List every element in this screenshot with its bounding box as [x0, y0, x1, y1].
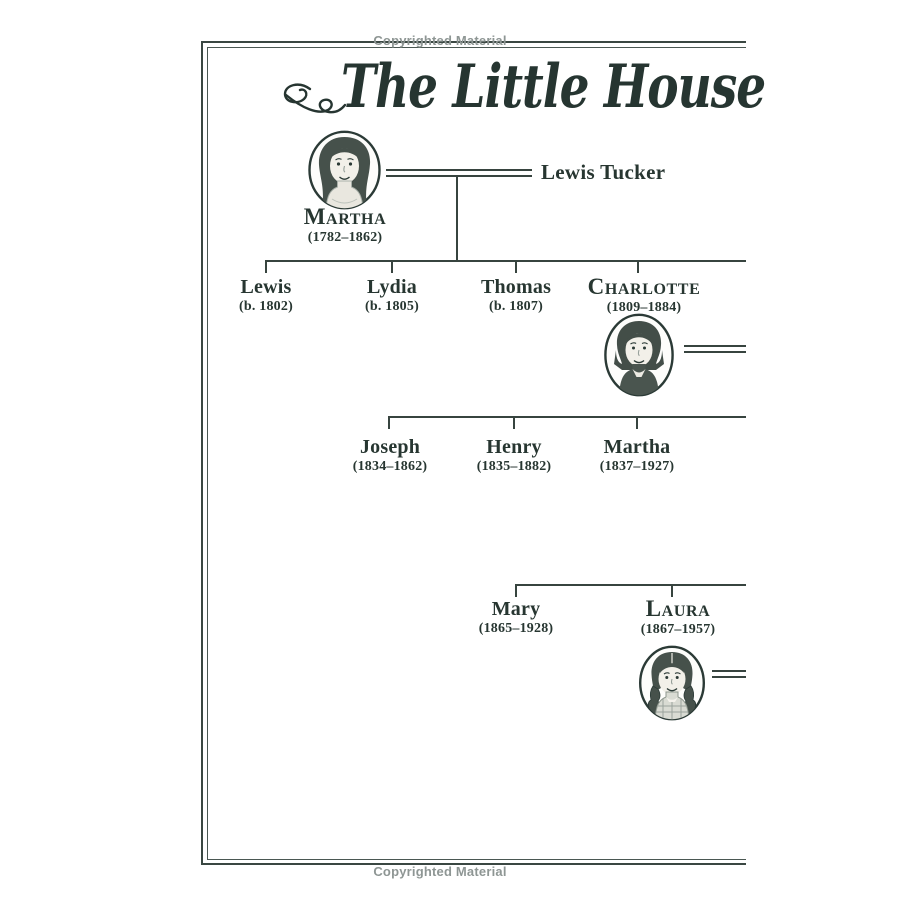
person-dates: (1809–1884) [606, 300, 682, 315]
marriage-line-charlotte [684, 345, 746, 353]
title-flourish-icon [280, 80, 346, 114]
child-tick-martha-jr [636, 417, 638, 429]
child-tick-thomas [515, 261, 517, 273]
child-tick-charlotte [637, 261, 639, 273]
person-name: Lydia [367, 276, 417, 298]
person-lewis-tucker: Lewis Tucker [541, 160, 666, 184]
person-name: Martha [303, 204, 387, 229]
page-title: The Little House [341, 52, 766, 123]
person-lydia [365, 276, 419, 315]
child-tick-mary [515, 585, 517, 597]
descent-line-gen1 [456, 177, 458, 261]
person-name: Laura [645, 596, 711, 621]
person-dates: (1782–1862) [307, 230, 383, 245]
person-name: Charlotte [587, 274, 701, 299]
person-thomas [481, 276, 551, 315]
person-lewis [239, 276, 293, 315]
marriage-line-laura [712, 670, 746, 678]
person-henry [477, 436, 552, 475]
child-tick-henry [513, 417, 515, 429]
person-charlotte [588, 274, 701, 316]
portrait-charlotte-icon [602, 312, 676, 398]
person-name: Thomas [480, 276, 552, 298]
person-laura [641, 596, 716, 638]
person-dates: (1865–1928) [478, 621, 554, 636]
person-martha-sr [304, 204, 387, 246]
person-dates: (1834–1862) [352, 459, 428, 474]
portrait-martha-icon [306, 129, 383, 211]
copyright-notice-top: Copyrighted Material [373, 33, 507, 48]
person-dates: (1867–1957) [640, 622, 716, 637]
person-dates: (b. 1805) [365, 299, 419, 314]
copyright-notice-bottom: Copyrighted Material [373, 864, 507, 879]
person-name: Henry [486, 436, 542, 458]
child-tick-lewis [265, 261, 267, 273]
sibling-line-gen4 [515, 584, 746, 586]
person-name: Joseph [359, 436, 421, 458]
child-tick-joseph [388, 417, 390, 429]
person-name: Martha [603, 436, 671, 458]
person-dates: (b. 1802) [239, 299, 293, 314]
person-dates: (1835–1882) [476, 459, 552, 474]
portrait-laura-icon [637, 644, 707, 722]
person-martha-jr [600, 436, 675, 475]
person-name: Mary [491, 598, 541, 620]
sibling-line-gen3 [388, 416, 746, 418]
person-dates: (1837–1927) [599, 459, 675, 474]
child-tick-lydia [391, 261, 393, 273]
marriage-line-martha-lewis [386, 169, 532, 177]
person-dates: (b. 1807) [489, 299, 543, 314]
sibling-line-gen2 [265, 260, 746, 262]
person-mary [479, 598, 554, 637]
person-joseph [353, 436, 428, 475]
person-name: Lewis [240, 276, 292, 298]
